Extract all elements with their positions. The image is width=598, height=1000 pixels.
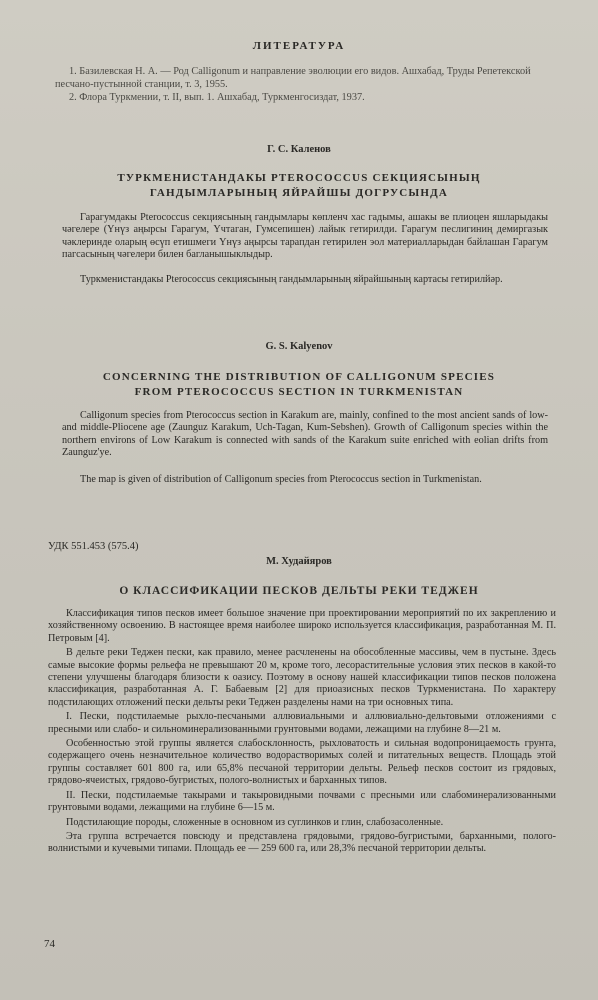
article-paragraph-7: Эта группа встречается повсюду и представлена грядовыми, грядово-бугристыми, барханными, полого-волнистыми и кучевыми типами. Площадь ее — 259 600 га, или 28,3% песчаной территории дельты. bbox=[48, 830, 556, 855]
reference-2: 2. Флора Туркмении, т. II, вып. 1. Ашхабад, Туркменгосиздат, 1937. bbox=[69, 92, 365, 103]
article-paragraph-2: В дельте реки Теджен пески, как правило, менее расчленены на обособленные массивы, чем в пустыне. Здесь самые высокие формы рельефа не превышают 20 м, кроме того, лесорастительные условия этих песков в какой-то степени улучшены благодаря близости к оазису. Поэтому в основу нашей классификации типов песков положена классификация, разработанная А. Г. Бабаевым [2] для приоазисных песков Туркменистана. По характеру подстилающих отложений пески дельты реки Теджен разделены нами на три основных типа. bbox=[48, 647, 556, 708]
english-title bbox=[60, 370, 538, 400]
page-number: 74 bbox=[44, 938, 55, 950]
article-title: О КЛАССИФИКАЦИИ ПЕСКОВ ДЕЛЬТЫ РЕКИ ТЕДЖЕН bbox=[119, 585, 479, 597]
literature-heading: ЛИТЕРАТУРА bbox=[252, 40, 346, 52]
article-author: М. Худайяров bbox=[266, 556, 332, 567]
english-paragraph-2: The map is given of distribution of Calligonum species from Pterococcus section in Turkmenistan. bbox=[80, 474, 482, 485]
article-paragraph-6: Подстилающие породы, сложенные в основном из суглинков и глин, слабозасоленные. bbox=[66, 816, 444, 828]
english-title-line2: FROM PTEROCOCCUS SECTION IN TURKMENISTAN bbox=[134, 386, 464, 398]
article-body bbox=[48, 608, 556, 856]
article-paragraph-4: Особенностью этой группы является слабосклонность, рыхловатость и сильная водопроницаемость грунта, содержащего очень незначительное количество водорастворимых солей и питательных веществ. Площадь этой группы составляет 601 800 га, или 65,8% песчаной территории дельты. Рельеф песков состоит из грядовых, грядово-ячеистых, грядово-бугристых, полого-волнистых и барханных типов. bbox=[48, 738, 556, 787]
turkmen-title-line1: ТУРКМЕНИСТАНДАКЫ PTEROCOCCUS СЕКЦИЯСЫНЫҢ bbox=[117, 172, 481, 184]
reference-1: 1. Базилевская Н. А. — Род Calligonum и направление эволюции его видов. Ашхабад, Труды Репетекской песчано-пустынной станции, т. 3, 1955. bbox=[55, 66, 531, 90]
english-title-line1: CONCERNING THE DISTRIBUTION OF CALLIGONUM SPECIES bbox=[102, 371, 496, 383]
turkmen-author: Г. С. Каленов bbox=[267, 144, 331, 155]
turkmen-title-line2: ГАНДЫМЛАРЫНЫҢ ЯЙРАЙШЫ ДОГРУСЫНДА bbox=[149, 187, 449, 199]
turkmen-paragraph-2: Туркменистандакы Pterococcus секциясының гандымларының яйрайшының картасы гетирилйәр. bbox=[80, 274, 503, 285]
udk-code: УДК 551.453 (575.4) bbox=[48, 541, 139, 552]
article-paragraph-3: I. Пески, подстилаемые рыхло-песчаными аллювиальными и аллювиально-дельтовыми отложениями с пресными или слабо- и сильноминерализованными грунтовыми водами, лежащими на глубине 8—21 м. bbox=[48, 711, 556, 735]
turkmen-title bbox=[60, 171, 538, 201]
article-paragraph-1: Классификация типов песков имеет большое значение при проектировании мероприятий по их закреплению и хозяйственному освоению. В настоящее время наиболее широко используется классификация, разработанная М. П. Петровым [4]. bbox=[48, 608, 556, 644]
english-paragraph-1: Calligonum species from Pterococcus section in Karakum are, mainly, confined to the most ancient sands of low- and middle-Pliocene age (Zaunguz Karakum, Uch-Tagan, Kum-Sebshen). Growth of Calligonum species within the northern environs of Low Karakum is connected with sands of the Karakum suite enriched with eolian drifts from Zaunguz'ye. bbox=[62, 410, 548, 459]
english-author: G. S. Kalyenov bbox=[265, 341, 333, 352]
article-paragraph-5: II. Пески, подстилаемые такырами и такыровидными почвами с пресными или слабоминерализованными грунтовыми водами, лежащими на глубине 6—15 м. bbox=[48, 789, 556, 814]
turkmen-paragraph-1: Гарагумдакы Pterococcus секциясының гандымлары көпленч хас гадымы, ашакы ве плиоцен яшларыдакы чәгелере (Үнүз аңырсы Гарагум, Үчтаган, Гумсепишен) лайык гетирилди. Гарагум песлигиниң демиргазык чәклеринде оларың өсүп етишмеги Үнүз аңырсы тарапдан гетирилен эол материалларыдан байлашан Гарагум пагсасының чәгелери билен багланышыклыдыр. bbox=[62, 212, 548, 261]
